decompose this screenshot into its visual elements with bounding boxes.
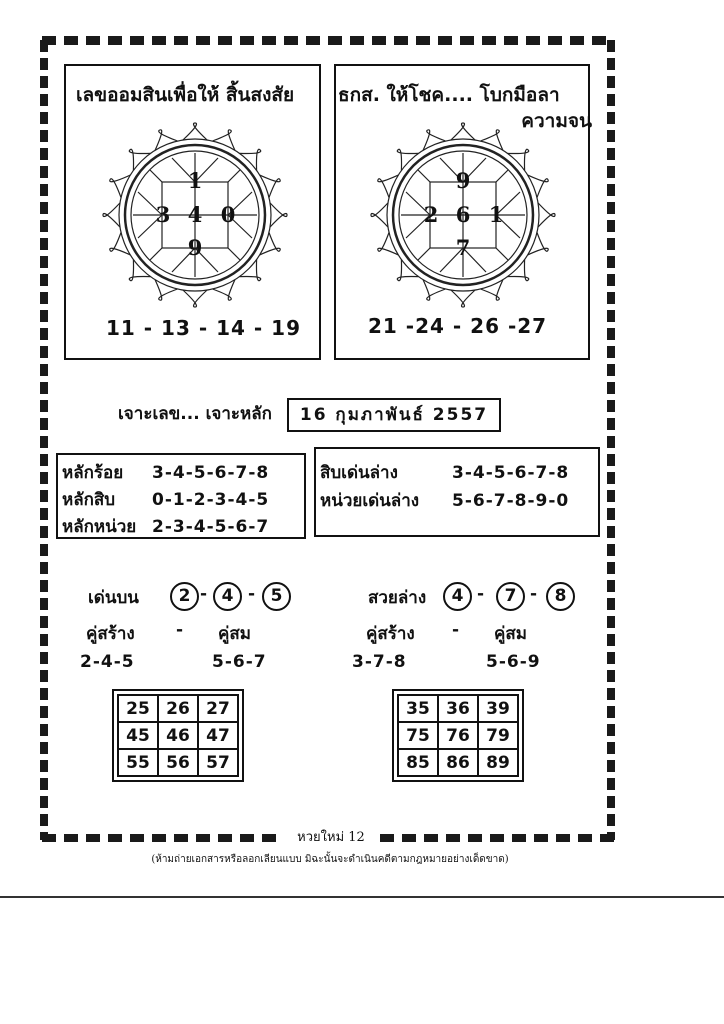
savings-bank-numbers: 11 - 13 - 14 - 19	[106, 316, 302, 340]
grid-cell: 86	[438, 749, 478, 776]
lotus-wheel-left	[100, 120, 290, 310]
date-line-label: เจาะเลข... เจาะหลัก	[118, 404, 272, 424]
digit-positions-left	[56, 453, 306, 539]
pair-value-b: 5-6-9	[486, 652, 541, 672]
lotus-petal	[397, 260, 418, 281]
page-frame-left	[40, 40, 48, 840]
grid-cell: 25	[118, 695, 158, 722]
number-grid	[117, 694, 239, 777]
grid-cell: 36	[438, 695, 478, 722]
dash: -	[248, 584, 256, 604]
digit-row-label: หน่วยเด่นล่าง	[320, 491, 420, 511]
digit-row	[62, 486, 269, 513]
number-grid	[397, 694, 519, 777]
digit-row-value: 3-4-5-6-7-8	[152, 463, 270, 483]
hot-top-digit: 4	[213, 582, 242, 611]
lotus-petal	[270, 203, 287, 227]
lotus-petal	[183, 290, 207, 307]
digit-row	[62, 459, 269, 486]
pair-value-a: 3-7-8	[352, 652, 407, 672]
digit-row-value: 2-3-4-5-6-7	[152, 517, 270, 537]
dash: -	[477, 584, 485, 604]
wheel-cell-bottom: 9	[187, 235, 203, 260]
wheel-cell-left: 2	[423, 202, 439, 227]
wheel-cell-center: 6	[455, 202, 471, 227]
baac-numbers: 21 -24 - 26 -27	[368, 314, 548, 338]
lotus-petal	[183, 123, 207, 140]
digit-row-label: หลักหน่วย	[62, 517, 137, 537]
lotus-petal	[240, 260, 261, 281]
grid-cell: 76	[438, 722, 478, 749]
page-frame-bottom-left	[42, 834, 282, 842]
pair-label-a: คู่สร้าง	[366, 624, 415, 644]
lotus-petal	[240, 149, 261, 170]
baac-title-line2: ความจน	[521, 110, 592, 132]
digit-row-value: 3-4-5-6-7-8	[452, 463, 570, 483]
dash: -	[530, 584, 538, 604]
grid-cell: 45	[118, 722, 158, 749]
grid-cell: 79	[478, 722, 518, 749]
lotus-petal	[103, 203, 120, 227]
baac-title-line1: ธกส. ให้โชค.... โบกมือลา	[338, 84, 560, 106]
grid-cell: 89	[478, 749, 518, 776]
grid-cell: 85	[398, 749, 438, 776]
savings-bank-box	[64, 64, 321, 360]
hot-bottom-digit: 7	[496, 582, 525, 611]
lotus-petal	[129, 149, 150, 170]
grid-cell: 55	[118, 749, 158, 776]
footer-note: (ห้ามถ่ายเอกสารหรือลอกเลียนแบบ มิฉะนั้นจะดำเนินคดีตามกฎหมายอย่างเด็ดขาด)	[151, 854, 509, 865]
dash: -	[200, 584, 208, 604]
footer-title: หวยใหม่ 12	[297, 830, 365, 845]
digit-row	[320, 459, 569, 486]
wheel-cell-center: 4	[187, 202, 203, 227]
wheel-cell-right: 1	[488, 202, 504, 227]
lotus-petal	[451, 123, 475, 140]
grid-cell: 27	[198, 695, 238, 722]
lotus-petal	[508, 260, 529, 281]
hot-bottom-digit: 8	[546, 582, 575, 611]
wheel-cell-bottom: 7	[455, 235, 471, 260]
grid-cell: 39	[478, 695, 518, 722]
draw-date: 16 กุมภาพันธ์ 2557	[287, 398, 501, 432]
pair-label-b: คู่สม	[494, 624, 527, 644]
page-frame-bottom-right	[380, 834, 614, 842]
hot-bottom-label: สวยล่าง	[368, 588, 427, 608]
lotus-petal	[538, 203, 555, 227]
pair-separator: -	[176, 620, 184, 640]
lotus-petal	[371, 203, 388, 227]
digit-row-value: 0-1-2-3-4-5	[152, 490, 270, 510]
pair-label-b: คู่สม	[218, 624, 251, 644]
grid-cell: 56	[158, 749, 198, 776]
page-frame-top	[42, 36, 612, 45]
digit-row-label: สิบเด่นล่าง	[320, 463, 398, 483]
wheel-cell-left: 3	[155, 202, 171, 227]
lotus-wheel-right	[368, 120, 558, 310]
pair-label-a: คู่สร้าง	[86, 624, 135, 644]
hot-top-digit: 5	[262, 582, 291, 611]
digit-row-value: 5-6-7-8-9-0	[452, 491, 570, 511]
wheel-cell-top: 9	[455, 168, 471, 193]
pair-separator: -	[452, 620, 460, 640]
grid-cell: 26	[158, 695, 198, 722]
lotus-petal	[397, 149, 418, 170]
lotus-petal	[451, 290, 475, 307]
grid-cell: 46	[158, 722, 198, 749]
grid-cell: 47	[198, 722, 238, 749]
hot-bottom-grid	[392, 689, 524, 782]
digit-row-label: หลักร้อย	[62, 463, 124, 483]
digit-row	[62, 513, 269, 540]
grid-cell: 75	[398, 722, 438, 749]
lotus-petal	[508, 149, 529, 170]
pair-value-a: 2-4-5	[80, 652, 135, 672]
digit-row	[320, 487, 569, 514]
baac-box	[334, 64, 590, 360]
pair-value-b: 5-6-7	[212, 652, 267, 672]
lotus-petal	[129, 260, 150, 281]
digit-row-label: หลักสิบ	[62, 490, 116, 510]
page-frame-right	[607, 40, 615, 840]
hot-top-label: เด่นบน	[88, 588, 139, 608]
wheel-cell-top: 1	[187, 168, 203, 193]
grid-cell: 57	[198, 749, 238, 776]
hot-bottom-digit: 4	[443, 582, 472, 611]
digit-positions-right	[314, 447, 600, 537]
hot-top-grid	[112, 689, 244, 782]
scan-edge-line	[0, 896, 724, 898]
wheel-cell-right: 0	[220, 202, 236, 227]
savings-bank-title: เลขออมสินเพื่อให้ สิ้นสงสัย	[76, 84, 295, 106]
hot-top-digit: 2	[170, 582, 199, 611]
grid-cell: 35	[398, 695, 438, 722]
